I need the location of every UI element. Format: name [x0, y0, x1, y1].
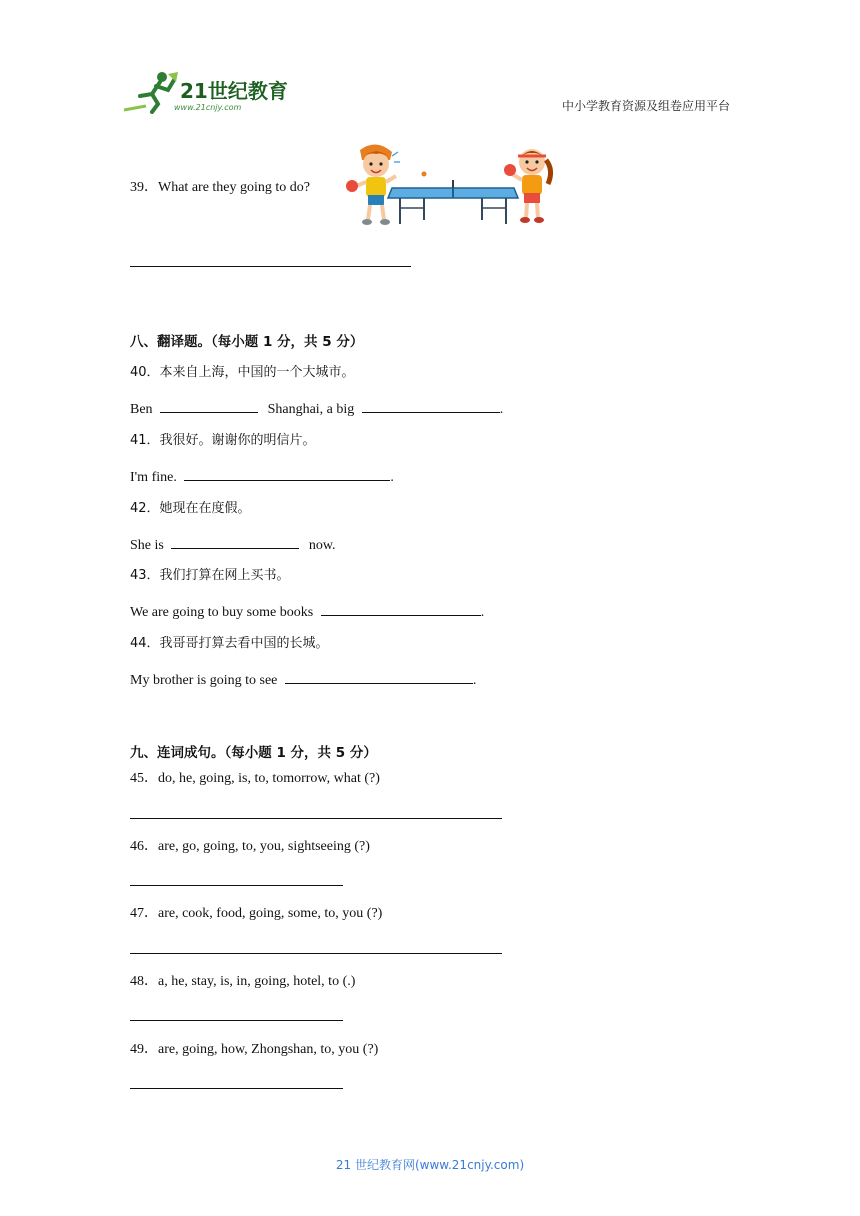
logo-text: 21世纪教育	[180, 79, 288, 103]
answer-prefix: Ben	[130, 402, 153, 417]
answer-line-49[interactable]	[130, 1088, 343, 1089]
question-chinese: 我哥哥打算去看中国的长城。	[159, 636, 329, 651]
question-47	[130, 905, 382, 923]
question-44-answer	[130, 669, 476, 690]
question-chinese: 我们打算在网上买书。	[159, 568, 290, 583]
answer-line-47[interactable]	[130, 953, 502, 954]
header-platform-text: 中小学教育资源及组卷应用平台	[561, 99, 730, 113]
answer-middle: Shanghai, a big	[267, 402, 355, 417]
answer-blank[interactable]	[160, 398, 258, 413]
question-40-prompt	[130, 364, 355, 382]
question-40-answer	[130, 398, 503, 419]
boy-figure	[346, 144, 400, 225]
answer-suffix: .	[472, 673, 477, 688]
question-text: are, cook, food, going, some, to, you (?)	[158, 906, 383, 921]
answer-line-39[interactable]	[130, 266, 411, 267]
section-8-title: 八、翻译题。（每小题 1 分，共 5 分）	[130, 334, 364, 350]
question-41-answer	[130, 466, 394, 487]
question-43-prompt	[130, 567, 290, 585]
question-text: are, go, going, to, you, sightseeing (?)	[158, 839, 370, 854]
answer-blank[interactable]	[171, 534, 299, 549]
site-logo	[122, 70, 292, 114]
answer-prefix: We are going to buy some books	[130, 605, 314, 620]
ball-icon	[422, 172, 427, 177]
question-44-prompt	[130, 635, 329, 653]
question-text: are, going, how, Zhongshan, to, you (?)	[158, 1042, 379, 1057]
question-number: 46．	[130, 839, 158, 854]
question-number: 44．	[130, 636, 160, 651]
answer-suffix: .	[480, 605, 485, 620]
question-chinese: 她现在在度假。	[159, 501, 251, 516]
answer-blank[interactable]	[184, 466, 390, 481]
question-chinese: 本来自上海，中国的一个大城市。	[159, 365, 355, 380]
answer-prefix: My brother is going to see	[130, 673, 278, 688]
question-39	[130, 179, 310, 197]
question-number: 39．	[130, 180, 158, 195]
question-text: What are they going to do?	[158, 180, 311, 195]
answer-suffix: now.	[308, 538, 336, 553]
question-number: 48．	[130, 974, 158, 989]
question-number: 43．	[130, 568, 160, 583]
answer-suffix: .	[390, 470, 394, 485]
question-42-answer	[130, 534, 336, 555]
answer-prefix: I'm fine.	[130, 470, 177, 485]
answer-blank[interactable]	[321, 601, 481, 616]
question-49	[130, 1041, 378, 1059]
answer-blank[interactable]	[285, 669, 473, 684]
answer-line-46[interactable]	[130, 885, 343, 886]
question-chinese: 我很好。谢谢你的明信片。	[159, 433, 316, 448]
question-42-prompt	[130, 500, 251, 518]
page-footer	[0, 1156, 860, 1173]
answer-prefix: She is	[130, 538, 164, 553]
answer-line-45[interactable]	[130, 818, 502, 819]
logo-url: www.21cnjy.com	[174, 103, 242, 112]
ping-pong-illustration	[342, 140, 564, 228]
question-46	[130, 838, 370, 856]
answer-suffix: .	[499, 402, 504, 417]
question-text: a, he, stay, is, in, going, hotel, to (.)	[158, 974, 356, 989]
answer-blank[interactable]	[362, 398, 500, 413]
section-9-title: 九、连词成句。（每小题 1 分，共 5 分）	[130, 745, 377, 761]
question-45	[130, 770, 380, 788]
question-number: 40．	[130, 365, 160, 380]
question-48	[130, 973, 355, 991]
question-number: 47．	[130, 906, 158, 921]
question-number: 45．	[130, 771, 158, 786]
question-number: 49．	[130, 1042, 158, 1057]
table-tennis-table	[388, 180, 518, 224]
runner-icon	[124, 72, 178, 112]
question-43-answer	[130, 601, 484, 622]
question-text: do, he, going, is, to, tomorrow, what (?)	[158, 771, 380, 786]
footer-link[interactable]: 21 世纪教育网(www.21cnjy.com)	[335, 1158, 525, 1172]
question-number: 41．	[130, 433, 160, 448]
answer-line-48[interactable]	[130, 1020, 343, 1021]
question-41-prompt	[130, 432, 316, 450]
girl-figure	[504, 149, 551, 223]
question-number: 42．	[130, 501, 160, 516]
